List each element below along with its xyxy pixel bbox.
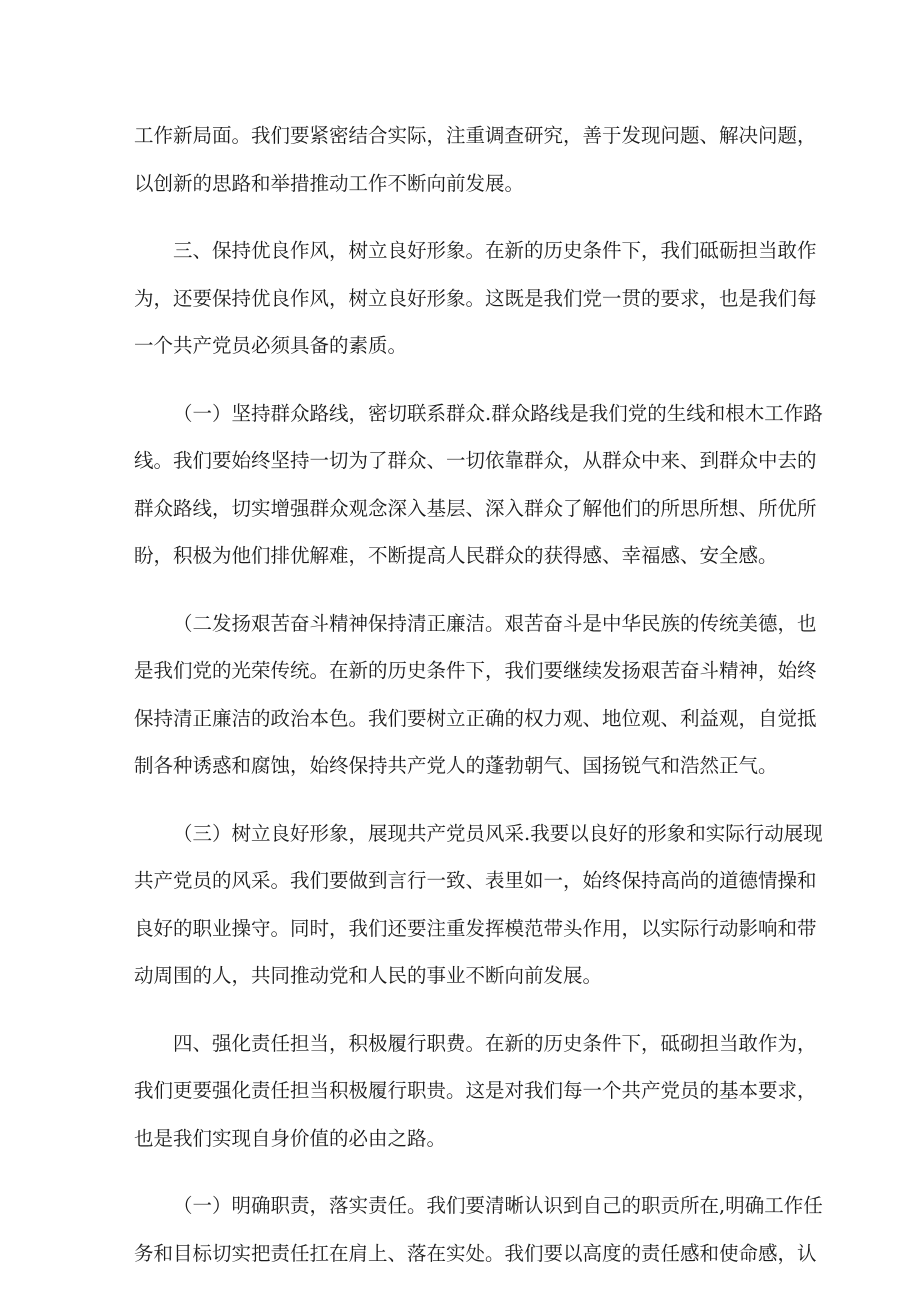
- text-line: 共产党员的风采。我们要做到言行一致、表里如一，始终保持高尚的道德情操和: [134, 869, 817, 892]
- text-line: 保持清正廉洁的政治本色。我们要树立正确的权力观、地位观、利益观，自觉抵: [134, 706, 817, 730]
- text-line: 群众路线，切实增强群众观念深入基层、深入群众了解他们的所思所想、所优所: [134, 496, 817, 520]
- text-line: 以创新的思路和举措推动工作不断向前发展。: [134, 171, 525, 195]
- text-line: 工作新局面。我们要紧密结合实际，注重调查研究，善于发现问题、解决问题，: [134, 124, 817, 147]
- text-line: 是我们党的光荣传统。在新的历史条件下，我们要继续发扬艰苦奋斗精神，始终: [134, 659, 817, 682]
- text-line: 四、强化责任担当，积极履行职费。在新的历史条件下，砥砌担当敢作为，: [173, 1031, 817, 1055]
- text-line: 三、保持优良作风，树立良好形象。在新的历史条件下，我们砥砺担当敢作: [173, 239, 817, 262]
- text-line: 动周围的人，共同推动党和人民的事业不断向前发展。: [134, 964, 603, 987]
- text-line: （二发扬艰苦奋斗精神保持清正廉洁。艰苦奋斗是中华民族的传统美德，也: [173, 611, 817, 635]
- text-line: 良好的职业操守。同时，我们还要注重发挥模范带头作用，以实际行动影响和带: [134, 916, 817, 940]
- text-line: 我们更要强化责任担当积极履行职贵。这是对我们每一个共产党员的基本要求，: [134, 1079, 817, 1102]
- paragraph-p1: [134, 112, 817, 207]
- paragraph-p5: [134, 810, 823, 1000]
- paragraph-p2: [134, 227, 817, 370]
- paragraph-p6: [134, 1020, 817, 1163]
- document-page: [134, 112, 823, 1297]
- text-line: 务和目标切实把责任扛在肩上、落在实处。我们要以高度的责任感和使命感，认: [134, 1241, 817, 1265]
- text-line: 也是我们实现自身价值的必由之路。: [134, 1126, 447, 1150]
- paragraph-p4: [134, 600, 817, 790]
- text-line: 制各种诱惑和腐蚀，始终保持共产党人的蓬勃朝气、国扬锐气和浩然正气。: [134, 754, 778, 777]
- text-line: （一）坚持群众路线，密切联系群众.群众路线是我们党的生线和根木工作路: [173, 401, 823, 425]
- text-line: 盼，积极为他们排优解难，不断提高人民群众的获得感、幸福感、安全感。: [134, 544, 778, 567]
- text-line: 线。我们要始终坚持一切为了群众、一切依靠群众，从群众中来、到群众中去的: [134, 449, 817, 472]
- text-line: （三）树立良好形象，展现共产党员风采.我要以良好的形象和实际行动展现: [173, 821, 823, 845]
- text-line: 为，还要保持优良作风，树立良好形象。这既是我们党一贯的要求，也是我们每: [134, 286, 817, 310]
- text-line: 一个共产党员必须具备的素质。: [134, 334, 408, 357]
- paragraph-p3: [134, 390, 823, 580]
- paragraph-p7: [134, 1182, 823, 1277]
- text-line: （一）明确职责，落实责任。我们要清晰认识到自己的职贡所在,明确工作任: [173, 1194, 823, 1217]
